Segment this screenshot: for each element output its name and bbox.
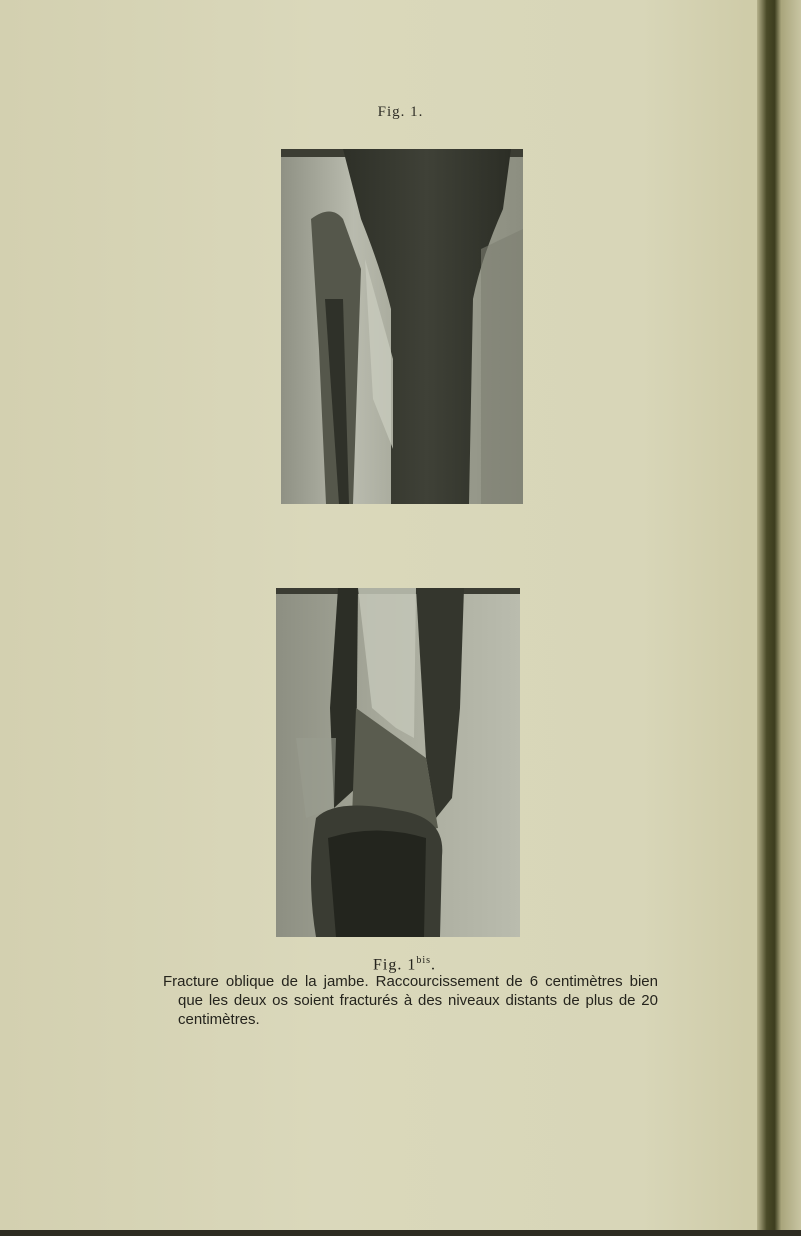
- xray-image-upper: [281, 149, 523, 504]
- figure-label-text: Fig. 1: [372, 956, 417, 974]
- figure-1bis-caption: [0, 955, 801, 1028]
- page-binding-edge: [757, 0, 801, 1236]
- page-bottom-edge: [0, 1230, 801, 1236]
- figure-1-title: Fig. 1.: [377, 104, 424, 120]
- caption-text: Fracture oblique de la jambe. Raccourcissement de 6 centimètres bien que les deux os soient fracturés à des niveaux distants de plus de 20 centimètres.: [163, 973, 658, 1028]
- figure-label-superscript: bis: [416, 955, 431, 966]
- figure-label-end: .: [431, 956, 436, 974]
- xray-image-lower: [276, 588, 520, 937]
